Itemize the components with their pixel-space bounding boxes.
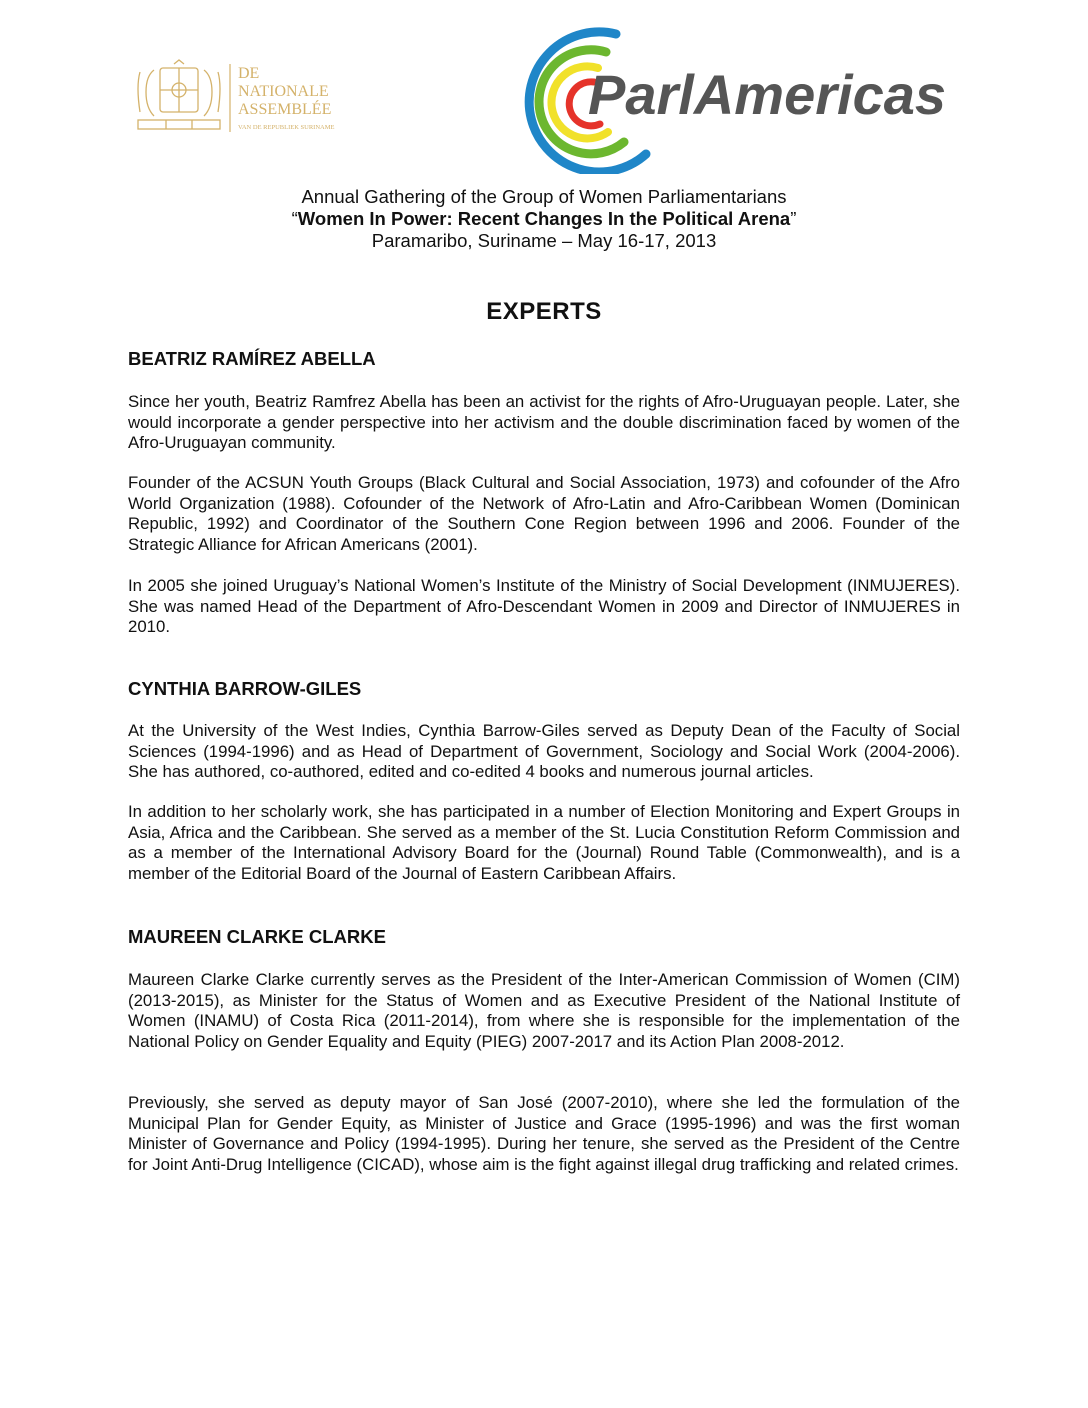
logo-line-2: NATIONALE (238, 83, 329, 100)
expert-paragraph: At the University of the West Indies, Cynthia Barrow-Giles served as Deputy Dean of the Faculty of Social Sciences (1994-1996) and as Head of Department of Government, Sociology and Social Work (2004-2006). She has authored, co-authored, edited and co-edited 4 books and numerous journal articles. (128, 721, 960, 781)
quote-open: “ (291, 208, 298, 229)
event-title-line (0, 208, 1088, 230)
coat-of-arms-icon (138, 60, 220, 129)
expert-paragraph: Since her youth, Beatriz Ramfrez Abella has been an activist for the rights of Afro-Uruguayan people. Later, she would incorporate a gender perspective into her activism and the double discrimination faced by women of the Afro-Uruguayan community. (128, 392, 960, 452)
event-header (0, 186, 1088, 252)
logo-line-3: ASSEMBLÉE (238, 101, 332, 118)
expert-paragraph: In 2005 she joined Uruguay’s National Women’s Institute of the Ministry of Social Development (INMUJERES). She was named Head of the Department of Afro-Descendant Women in 2009 and Director of INMUJERES in 2010. (128, 576, 960, 636)
logo-subline: VAN DE REPUBLIEK SURINAME (238, 124, 335, 131)
parlamericas-wordmark: ParlAmericas (588, 63, 947, 126)
quote-close: ” (790, 208, 797, 229)
page-heading: EXPERTS (486, 298, 602, 325)
expert-paragraph: In addition to her scholarly work, she has participated in a number of Election Monitoring and Expert Groups in Asia, Africa and the Caribbean. She served as a member of the St. Lucia Constitution Reform Commission and as a member of the International Advisory Board for the (Journal) Round Table (Commonwealth), and is a member of the Editorial Board of the Journal of Eastern Caribbean Affairs. (128, 802, 960, 883)
expert-name: BEATRIZ RAMÍREZ ABELLA (128, 348, 376, 369)
event-location-date: Paramaribo, Suriname – May 16-17, 2013 (371, 230, 717, 251)
event-line-1: Annual Gathering of the Group of Women Parliamentarians (301, 186, 787, 207)
event-title: Women In Power: Recent Changes In the Political Arena (297, 208, 791, 229)
logo-line-1: DE (238, 65, 260, 82)
parlamericas-logo (496, 24, 966, 174)
expert-paragraph: Previously, she served as deputy mayor of San José (2007-2010), where she led the formulation of the Municipal Plan for Gender Equity, as Minister of Justice and Grace (1995-1996) and was the first woman Minister of Governance and Policy (1994-1995). During her tenure, she served as the President of the Centre for Joint Anti-Drug Intelligence (CICAD), whose aim is the fight against illegal drug trafficking and related crimes. (128, 1093, 960, 1174)
expert-name: MAUREEN CLARKE CLARKE (128, 926, 386, 947)
expert-paragraph: Maureen Clarke Clarke currently serves as the President of the Inter-American Commission of Women (CIM) (2013-2015), as Minister for the Status of Women and as Executive President of the National Institute of Women (INAMU) of Costa Rica (2011-2014), from where she is responsible for the implementation of the National Policy on Gender Equality and Equity (PIEG) 2007-2017 and its Action Plan 2008-2012. (128, 970, 960, 1051)
nationale-assemblee-logo (134, 58, 354, 138)
expert-paragraph: Founder of the ACSUN Youth Groups (Black Cultural and Social Association, 1973) and cofounder of the Afro World Organization (1988). Cofounder of the Network of Afro-Latin and Afro-Caribbean Women (Dominican Republic, 1992) and Coordinator of the Southern Cone Region between 1996 and 2006. Founder of the Strategic Alliance for African Americans (2001). (128, 473, 960, 554)
expert-name: CYNTHIA BARROW-GILES (128, 678, 362, 699)
